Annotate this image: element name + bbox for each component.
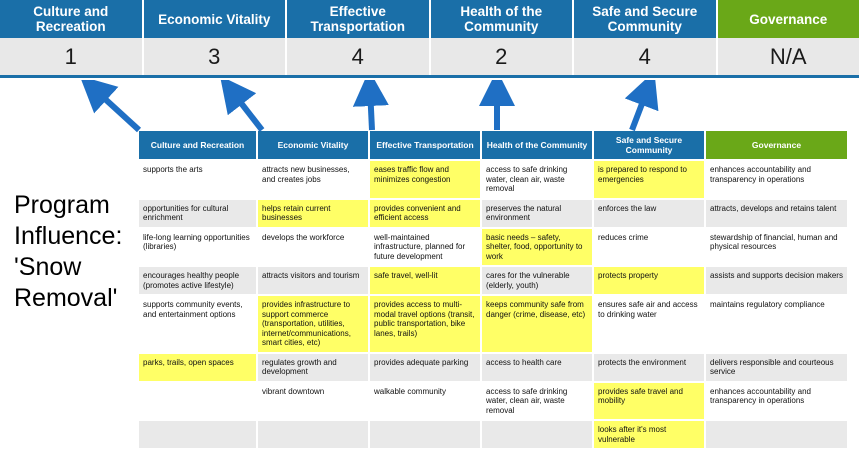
matrix-cell-r2-c0: life-long learning opportunities (libraries): [139, 228, 257, 267]
matrix-cell-r5-c0: parks, trails, open spaces: [139, 353, 257, 382]
matrix-cell-r7-c3: [481, 420, 593, 449]
matrix-body: [139, 160, 847, 449]
matrix-header-4: Safe and Secure Community: [593, 131, 705, 160]
matrix-cell-r4-c1: provides infrastructure to support commerce (transportation, utilities, internet/communications, smart cities, etc): [257, 295, 369, 353]
table-row: [139, 353, 847, 382]
matrix-cell-r4-c4: ensures safe air and access to drinking water: [593, 295, 705, 353]
matrix-cell-r6-c5: enhances accountability and transparency in operations: [705, 382, 847, 421]
matrix-cell-r6-c0: [139, 382, 257, 421]
matrix-header-1: Economic Vitality: [257, 131, 369, 160]
scorecard-header-0: Culture and Recreation: [0, 0, 144, 38]
scorecard-header-4: Safe and Secure Community: [574, 0, 718, 38]
matrix-cell-r5-c4: protects the environment: [593, 353, 705, 382]
matrix-cell-r4-c5: maintains regulatory compliance: [705, 295, 847, 353]
table-row: [139, 266, 847, 295]
matrix-cell-r7-c1: [257, 420, 369, 449]
matrix-cell-r6-c4: provides safe travel and mobility: [593, 382, 705, 421]
matrix-cell-r7-c0: [139, 420, 257, 449]
matrix-cell-r1-c4: enforces the law: [593, 199, 705, 228]
matrix-cell-r1-c2: provides convenient and efficient access: [369, 199, 481, 228]
table-row: [139, 160, 847, 199]
matrix-cell-r1-c0: opportunities for cultural enrichment: [139, 199, 257, 228]
matrix-cell-r5-c5: delivers responsible and courteous service: [705, 353, 847, 382]
matrix-cell-r1-c1: helps retain current businesses: [257, 199, 369, 228]
matrix-cell-r2-c2: well-maintained infrastructure, planned for future development: [369, 228, 481, 267]
matrix-cell-r4-c3: keeps community safe from danger (crime, disease, etc): [481, 295, 593, 353]
matrix-cell-r3-c2: safe travel, well-lit: [369, 266, 481, 295]
table-row: [139, 228, 847, 267]
matrix-cell-r6-c2: walkable community: [369, 382, 481, 421]
matrix-cell-r0-c3: access to safe drinking water, clean air, waste removal: [481, 160, 593, 199]
scorecard-score-5: N/A: [769, 43, 807, 69]
table-row: [139, 295, 847, 353]
matrix-cell-r2-c3: basic needs – safety, shelter, food, opportunity to work: [481, 228, 593, 267]
scorecard-header-row: [0, 0, 859, 38]
scorecard-header-band: [0, 0, 859, 86]
scorecard-header-5: Governance: [718, 0, 859, 38]
scorecard-score-row: [0, 38, 859, 78]
matrix-cell-r7-c4: looks after it's most vulnerable: [593, 420, 705, 449]
matrix-cell-r6-c3: access to safe drinking water, clean air, waste removal: [481, 382, 593, 421]
scorecard-score-3: 2: [431, 38, 575, 75]
scorecard-score-1: 3: [144, 38, 288, 75]
table-row: [139, 199, 847, 228]
matrix-cell-r6-c1: vibrant downtown: [257, 382, 369, 421]
matrix-header-3: Health of the Community: [481, 131, 593, 160]
matrix-cell-r7-c5: [705, 420, 847, 449]
matrix-cell-r0-c2: eases traffic flow and minimizes congestion: [369, 160, 481, 199]
matrix-cell-r4-c0: supports community events, and entertainment options: [139, 295, 257, 353]
matrix-cell-r3-c3: cares for the vulnerable (elderly, youth): [481, 266, 593, 295]
matrix-cell-r4-c2: provides access to multi-modal travel options (transit, public transportation, bike lanes, trails): [369, 295, 481, 353]
matrix-cell-r1-c5: attracts, develops and retains talent: [705, 199, 847, 228]
matrix-cell-r1-c3: preserves the natural environment: [481, 199, 593, 228]
matrix-cell-r5-c1: regulates growth and development: [257, 353, 369, 382]
matrix-cell-r3-c5: assists and supports decision makers: [705, 266, 847, 295]
scorecard-score-0: 1: [0, 38, 144, 75]
matrix-cell-r3-c0: encourages healthy people (promotes active lifestyle): [139, 266, 257, 295]
table-row: [139, 382, 847, 421]
matrix-cell-r0-c5: enhances accountability and transparency in operations: [705, 160, 847, 199]
matrix-cell-r2-c4: reduces crime: [593, 228, 705, 267]
matrix-cell-r0-c1: attracts new businesses, and creates jobs: [257, 160, 369, 199]
scorecard-header-3: Health of the Community: [431, 0, 575, 38]
matrix-cell-r5-c3: access to health care: [481, 353, 593, 382]
matrix-cell-r3-c1: attracts visitors and tourism: [257, 266, 369, 295]
matrix-cell-r2-c1: develops the workforce: [257, 228, 369, 267]
matrix-cell-r5-c2: provides adequate parking: [369, 353, 481, 382]
scorecard-header-2: Effective Transportation: [287, 0, 431, 38]
scorecard-score-2: 4: [287, 38, 431, 75]
matrix-cell-r2-c5: stewardship of financial, human and physical resources: [705, 228, 847, 267]
matrix-header-0: Culture and Recreation: [139, 131, 257, 160]
matrix-cell-r0-c4: is prepared to respond to emergencies: [593, 160, 705, 199]
outcomes-matrix: [138, 131, 847, 450]
table-row: [139, 420, 847, 449]
outcomes-table: [139, 131, 847, 450]
program-influence-caption: Program Influence: 'Snow Removal': [14, 191, 123, 312]
matrix-header-row: [139, 131, 847, 160]
matrix-cell-r0-c0: supports the arts: [139, 160, 257, 199]
scorecard-score-4: 4: [574, 38, 718, 75]
matrix-header-2: Effective Transportation: [369, 131, 481, 160]
influence-arrows: [0, 80, 859, 135]
scorecard-header-1: Economic Vitality: [144, 0, 288, 38]
matrix-cell-r3-c4: protects property: [593, 266, 705, 295]
matrix-header-5: Governance: [705, 131, 847, 160]
matrix-cell-r7-c2: [369, 420, 481, 449]
